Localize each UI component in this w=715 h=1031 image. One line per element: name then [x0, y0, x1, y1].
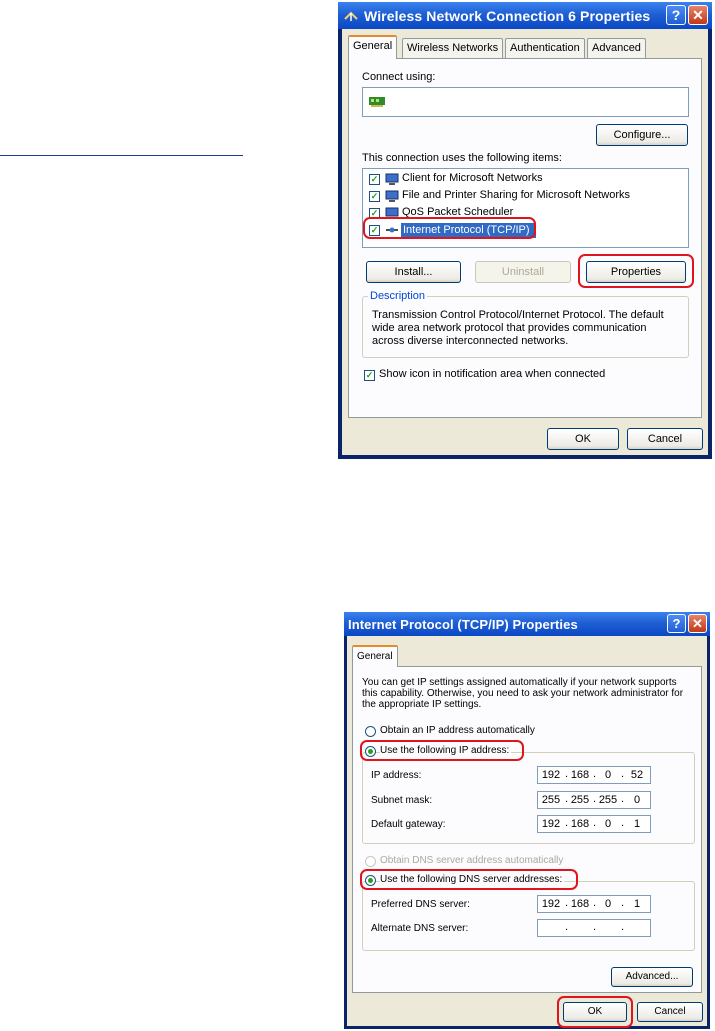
tab-general[interactable]: General — [348, 35, 397, 59]
description-groupbox — [362, 290, 689, 358]
general-tab-panel — [348, 58, 702, 418]
ip-address-field[interactable]: 192 . 168 . 0 . 52 — [537, 766, 651, 784]
network-connection-icon — [344, 9, 358, 22]
tab-authentication[interactable]: Authentication — [505, 38, 585, 58]
highlight-ring — [557, 996, 633, 1028]
properties-button[interactable]: Properties — [586, 261, 686, 283]
ok-button[interactable]: OK — [563, 1002, 627, 1022]
dialog-client-area — [342, 29, 708, 455]
ip-octet: 192 — [541, 769, 561, 781]
ip-octet: 255 — [598, 794, 618, 806]
adapter-field — [362, 87, 689, 117]
preferred-dns-field[interactable]: 192 . 168 . 0 . 1 — [537, 895, 651, 913]
ip-octet: 192 — [541, 818, 561, 830]
dns-groupbox — [362, 881, 695, 951]
obtain-ip-label: Obtain an IP address automatically — [380, 725, 535, 736]
network-adapter-icon — [369, 97, 385, 107]
connect-using-label: Connect using: — [362, 71, 436, 83]
list-item: File and Printer Sharing for Microsoft Networks — [402, 189, 631, 201]
items-label: This connection uses the following items: — [362, 152, 562, 164]
show-icon-checkbox[interactable]: ✓ — [365, 370, 374, 380]
description-text: Transmission Control Protocol/Internet Protocol. The default wide area network protocol that provides communication across diverse interconnected networks. — [372, 309, 664, 347]
dialog-title: Internet Protocol (TCP/IP) Properties — [348, 617, 578, 632]
ip-octet: 0 — [604, 818, 612, 830]
help-button[interactable]: ? — [667, 614, 686, 633]
highlight-ring — [578, 254, 694, 288]
cancel-button[interactable]: Cancel — [627, 428, 703, 450]
help-button[interactable]: ? — [666, 5, 686, 25]
configure-button[interactable]: Configure... — [596, 124, 688, 146]
dialog-title: Wireless Network Connection 6 Properties — [364, 8, 651, 24]
alternate-dns-label: Alternate DNS server: — [371, 923, 469, 934]
intro-text: You can get IP settings assigned automatically if your network supports this capability. Otherwise, you need to ask your network administrator for the appropriate IP settings. — [362, 677, 684, 710]
ip-address-label: IP address: — [371, 770, 422, 781]
tab-advanced[interactable]: Advanced — [587, 38, 646, 58]
advanced-button[interactable]: Advanced... — [611, 967, 693, 987]
item-checkbox[interactable]: ✓ — [370, 208, 379, 218]
obtain-dns-label: Obtain DNS server address automatically — [380, 855, 564, 866]
close-button[interactable]: ✕ — [688, 5, 708, 25]
tab-wireless-networks[interactable]: Wireless Networks — [402, 38, 503, 58]
list-item: Client for Microsoft Networks — [402, 172, 543, 184]
show-icon-label: Show icon in notification area when connected — [379, 368, 606, 380]
tcpip-properties-dialog — [344, 612, 710, 1029]
uninstall-button: Uninstall — [475, 261, 571, 283]
item-checkbox[interactable]: ✓ — [370, 191, 379, 201]
general-tab-panel — [352, 666, 702, 993]
ip-octet: 255 — [541, 794, 561, 806]
ip-octet: 0 — [633, 794, 641, 806]
ip-octet: 168 — [570, 769, 590, 781]
obtain-ip-radio[interactable] — [365, 726, 376, 737]
dialog-titlebar[interactable] — [338, 2, 712, 29]
computer-icon — [385, 190, 399, 203]
tab-general[interactable]: General — [352, 645, 398, 667]
ip-octet: 0 — [604, 769, 612, 781]
list-item-label: Internet Protocol (TCP/IP) — [403, 224, 530, 236]
close-button[interactable]: ✕ — [688, 614, 707, 633]
item-checkbox[interactable]: ✓ — [370, 225, 379, 235]
install-button[interactable]: Install... — [366, 261, 461, 283]
ip-octet: 52 — [630, 769, 644, 781]
ip-octet: 1 — [633, 818, 641, 830]
highlight-ring — [360, 740, 524, 761]
ip-octet: 255 — [570, 794, 590, 806]
wireless-connection-properties-dialog — [338, 2, 712, 459]
ip-octet: 168 — [570, 898, 590, 910]
computer-icon — [385, 173, 399, 186]
list-item: QoS Packet Scheduler — [402, 206, 514, 218]
subnet-label: Subnet mask: — [371, 795, 433, 806]
dialog-client-area — [347, 636, 707, 1026]
ip-octet: 1 — [633, 898, 641, 910]
highlight-ring — [363, 217, 536, 239]
alternate-dns-field[interactable]: . . . — [537, 919, 651, 937]
use-ip-label: Use the following IP address: — [380, 745, 510, 756]
description-title: Description — [370, 290, 426, 302]
use-dns-label: Use the following DNS server addresses: — [380, 874, 563, 885]
preferred-dns-label: Preferred DNS server: — [371, 899, 470, 910]
cancel-button[interactable]: Cancel — [637, 1002, 703, 1022]
highlight-ring — [360, 869, 578, 890]
subnet-mask-field[interactable]: 255 . 255 . 255 . 0 — [537, 791, 651, 809]
ip-octet: 192 — [541, 898, 561, 910]
gateway-label: Default gateway: — [371, 819, 446, 830]
dialog-titlebar[interactable] — [344, 612, 710, 636]
blue-divider-line — [0, 155, 243, 156]
default-gateway-field[interactable]: 192 . 168 . 0 . 1 — [537, 815, 651, 833]
obtain-dns-radio — [365, 856, 376, 867]
ok-button[interactable]: OK — [547, 428, 619, 450]
ip-octet: 0 — [604, 898, 612, 910]
item-checkbox[interactable]: ✓ — [370, 174, 379, 184]
ip-octet: 168 — [570, 818, 590, 830]
